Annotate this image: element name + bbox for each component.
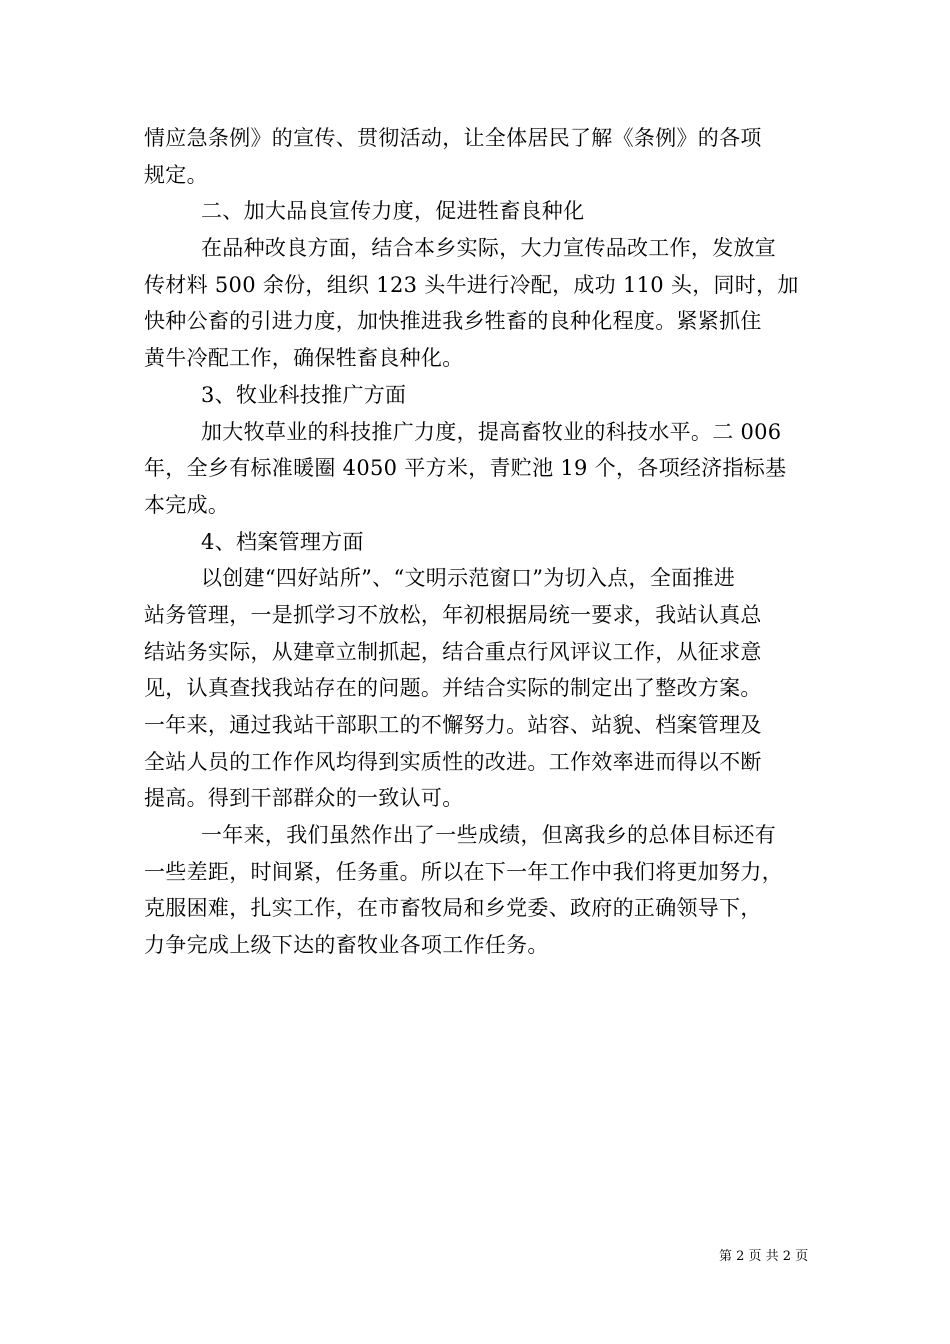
text-line: 克服困难，扎实工作，在市畜牧局和乡党委、政府的正确领导下，	[144, 896, 762, 921]
text-line: 二、加大品良宣传力度，促进牲畜良种化	[201, 199, 585, 224]
text-line: 年，全乡有标准暖圈 4050 平方米，青贮池 19 个，各项经济指标基	[144, 456, 787, 481]
text-line: 在品种改良方面，结合本乡实际，大力宣传品改工作，发放宣	[201, 236, 777, 261]
text-line: 站务管理，一是抓学习不放松，年初根据局统一要求，我站认真总	[144, 602, 762, 627]
text-line: 传材料 500 余份，组织 123 头牛进行冷配，成功 110 头，同时，加	[144, 272, 799, 297]
text-line: 黄牛冷配工作，确保牲畜良种化。	[144, 346, 464, 371]
text-line: 规定。	[144, 162, 208, 187]
text-line: 本完成。	[144, 492, 230, 517]
text-line: 一年来，我们虽然作出了一些成绩，但离我乡的总体目标还有	[201, 823, 777, 848]
text-line: 一些差距，时间紧，任务重。所以在下一年工作中我们将更加努力，	[144, 859, 783, 884]
text-line: 4、档案管理方面	[201, 529, 364, 554]
page-number: 第 2 页 共 2 页	[719, 1249, 809, 1264]
text-line: 情应急条例》的宣传、贯彻活动，让全体居民了解《条例》的各项	[144, 126, 762, 150]
text-line: 提高。得到干部群众的一致认可。	[144, 786, 464, 811]
text-line: 3、牧业科技推广方面	[201, 382, 407, 407]
text-line: 力争完成上级下达的畜牧业各项工作任务。	[144, 933, 549, 958]
text-line: 以创建“四好站所”、“文明示范窗口”为切入点，全面推进	[201, 566, 736, 591]
text-line: 加大牧草业的科技推广力度，提高畜牧业的科技水平。二 006	[201, 419, 782, 444]
text-line: 全站人员的工作作风均得到实质性的改进。工作效率进而得以不断	[144, 749, 762, 774]
document-body	[144, 120, 812, 964]
text-line: 一年来，通过我站干部职工的不懈努力。站容、站貌、档案管理及	[144, 713, 762, 737]
text-line: 快种公畜的引进力度，加快推进我乡牲畜的良种化程度。紧紧抓住	[144, 309, 762, 334]
text-line: 结站务实际，从建章立制抓起，结合重点行风评议工作，从征求意	[144, 639, 762, 664]
text-line: 见，认真查找我站存在的问题。并结合实际的制定出了整改方案。	[144, 676, 762, 701]
